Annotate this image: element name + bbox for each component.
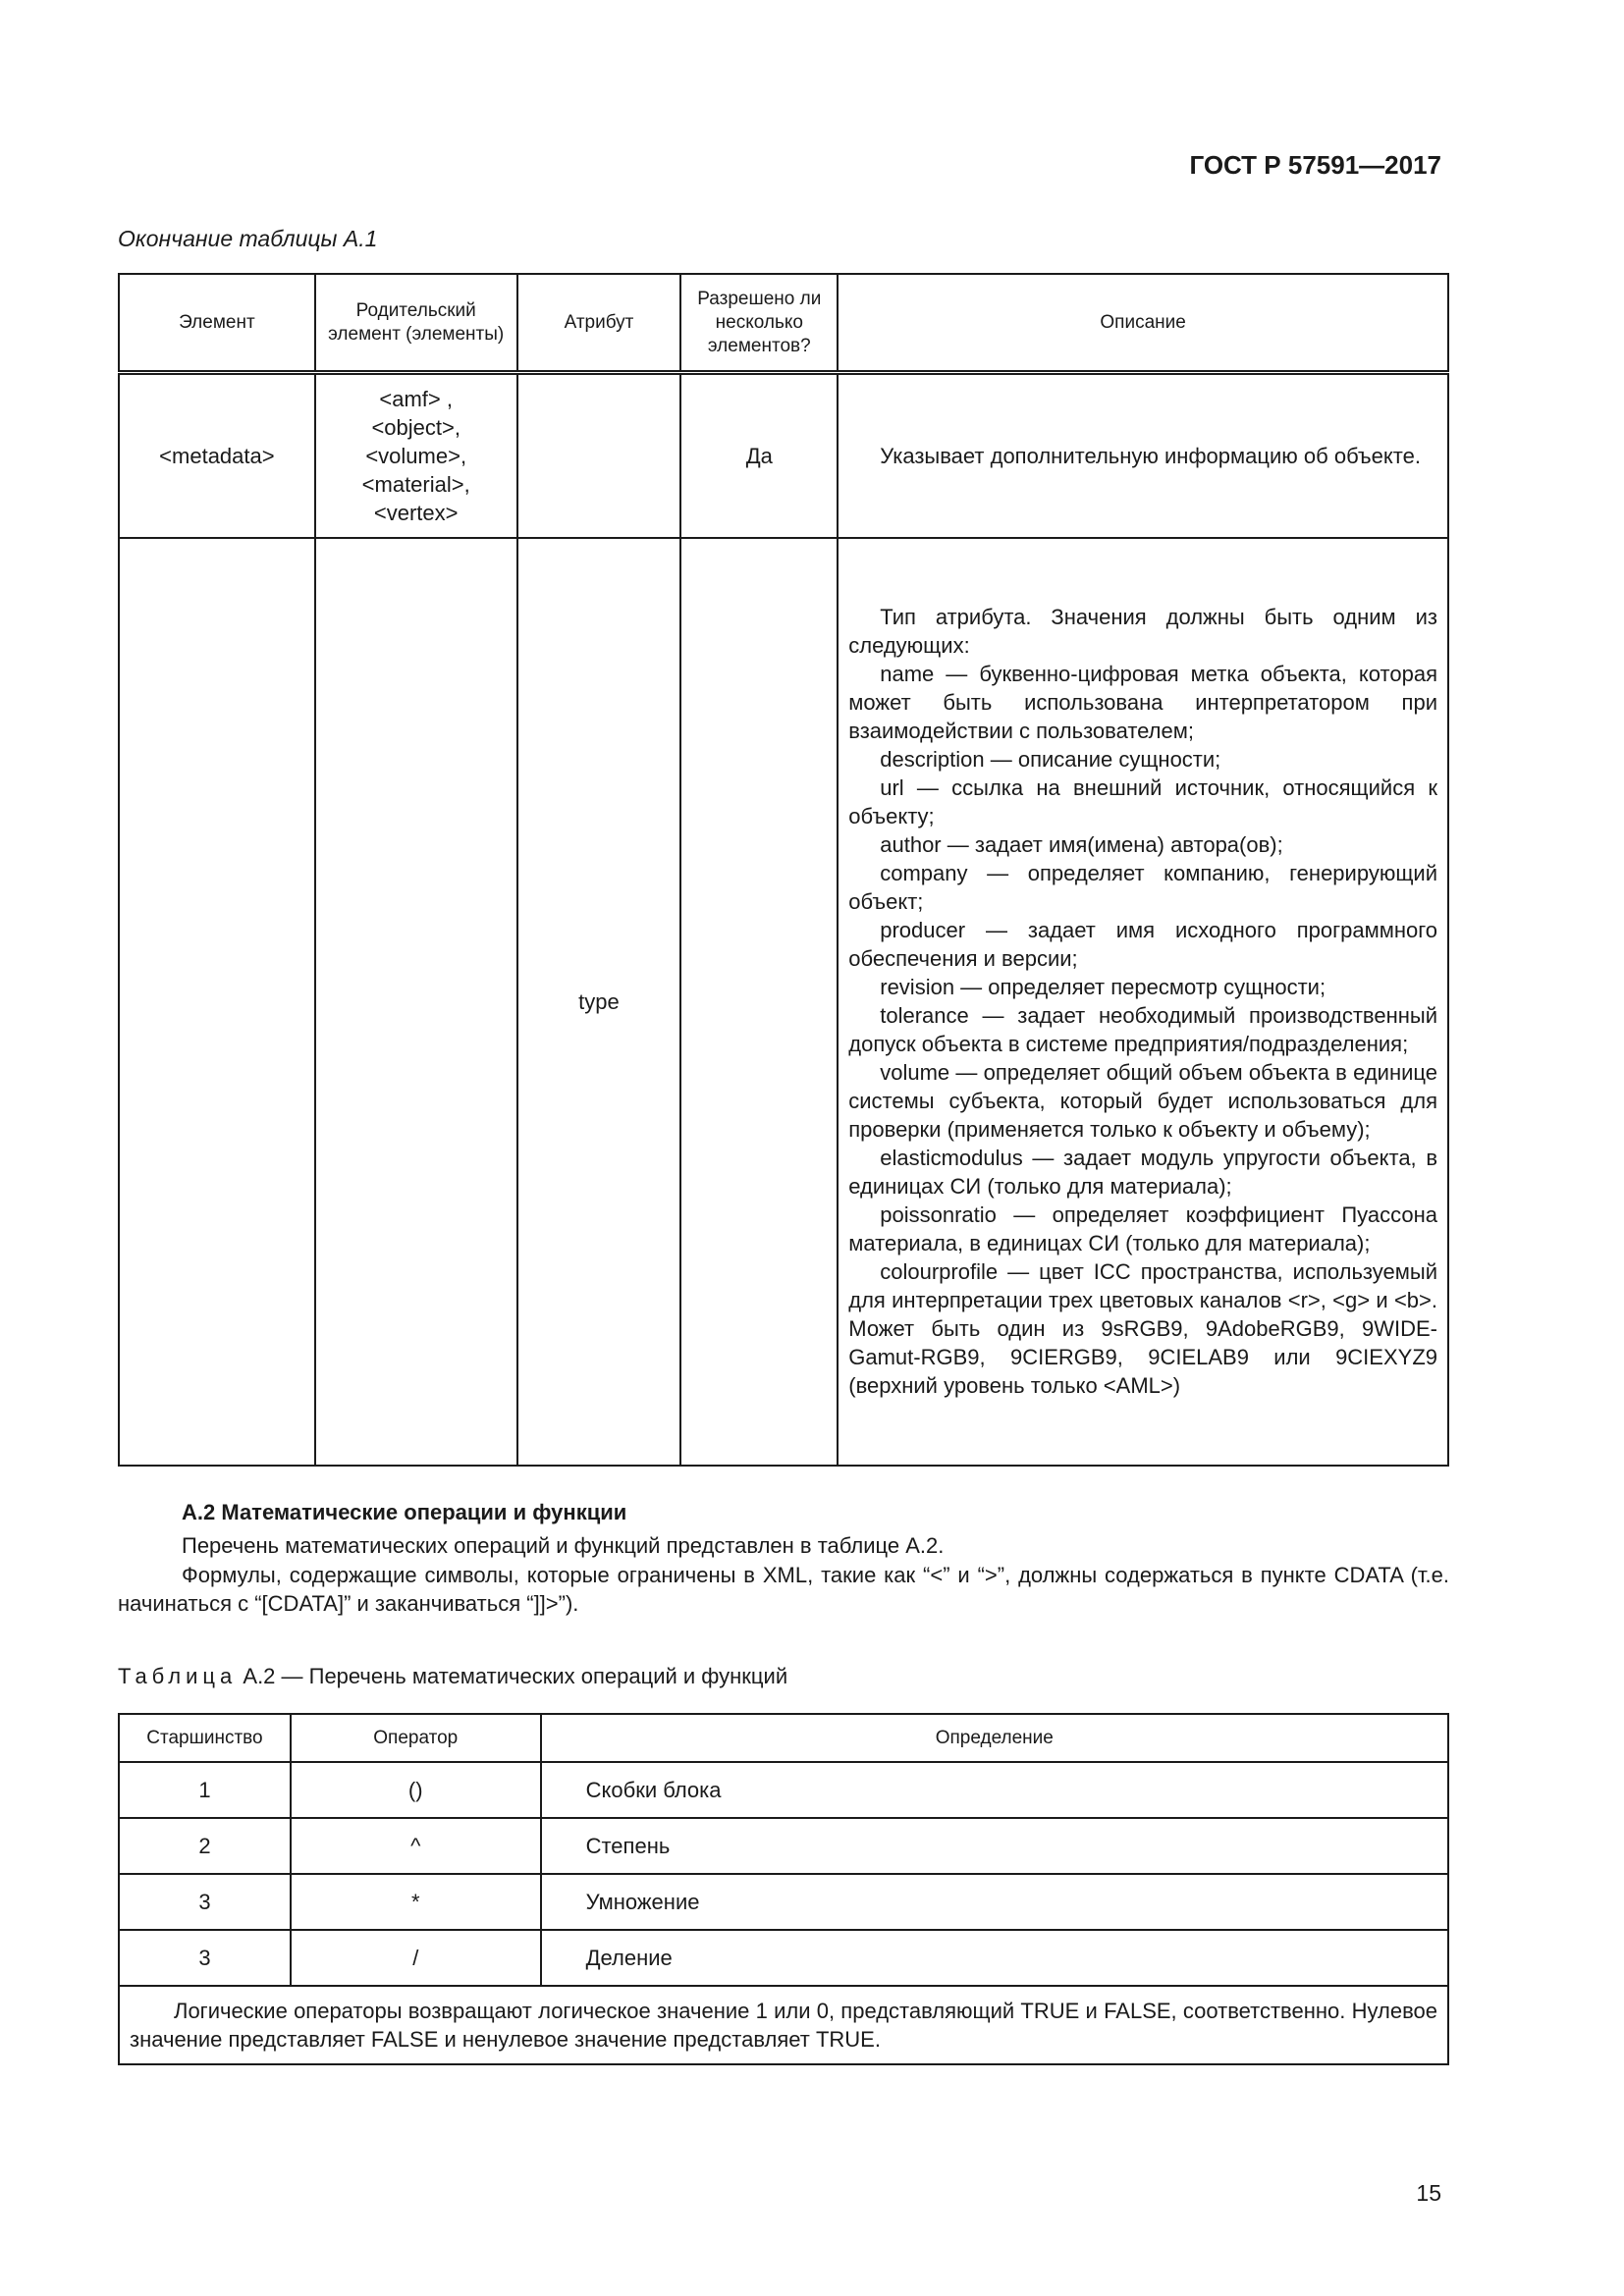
table-caption-prefix: Таблица: [118, 1664, 238, 1688]
cell-parents: [315, 373, 517, 538]
table-row: [119, 1930, 1448, 1986]
cell-attribute: type: [517, 538, 681, 1466]
cell-multiple: Да: [680, 373, 838, 538]
table-a1-header-row: [119, 274, 1448, 373]
column-header-description: Описание: [838, 274, 1448, 373]
cell-element: <metadata>: [119, 373, 315, 538]
cell-precedence: 3: [119, 1930, 291, 1986]
cell-operator: *: [291, 1874, 541, 1930]
description-line: description — описание сущности;: [880, 747, 1221, 772]
table-row: [119, 1874, 1448, 1930]
cell-attribute: [517, 373, 681, 538]
cell-element: [119, 538, 315, 1466]
parent-item: <volume>,: [365, 443, 467, 468]
cell-operator: ^: [291, 1818, 541, 1874]
cell-definition: Скобки блока: [541, 1762, 1448, 1818]
cell-description: [838, 373, 1448, 538]
description-line: revision — определяет пересмотр сущности;: [880, 975, 1326, 999]
page-number: 15: [1416, 2180, 1441, 2206]
description-line: tolerance — задает необходимый производственный допуск объекта в системе предприятия/подразделения;: [848, 1003, 1437, 1056]
table-row: [119, 538, 1448, 1466]
table-caption-text: А.2 — Перечень математических операций и функций: [243, 1664, 788, 1688]
note-text: Логические операторы возвращают логическое значение 1 или 0, представляющий TRUE и FALSE, соответственно. Нулевое значение представляет FALSE и ненулевое значение представляет TRUE.: [130, 1999, 1437, 2052]
cell-multiple: [680, 538, 838, 1466]
column-header-precedence: Старшинство: [119, 1714, 291, 1762]
description-line: company — определяет компанию, генерирующий объект;: [848, 861, 1437, 914]
description-text: Указывает дополнительную информацию об объекте.: [880, 443, 1421, 468]
column-header-operator: Оператор: [291, 1714, 541, 1762]
column-header-attribute: Атрибут: [517, 274, 681, 373]
description-line: name — буквенно-цифровая метка объекта, которая может быть использована интерпретатором при взаимодействии с пользователем;: [848, 662, 1437, 743]
table-a2-header-row: [119, 1714, 1448, 1762]
cell-definition: Деление: [541, 1930, 1448, 1986]
description-line: volume — определяет общий объем объекта в единице системы субъекта, который будет использоваться для проверки (применяется только к объекту и объему);: [848, 1060, 1437, 1142]
cell-precedence: 2: [119, 1818, 291, 1874]
cell-parents: [315, 538, 517, 1466]
table-a1-caption: Окончание таблицы А.1: [118, 226, 378, 251]
column-header-multiple: Разрешено ли несколько элементов?: [680, 274, 838, 373]
column-header-parent: Родительский элемент (элементы): [315, 274, 517, 373]
section-a2-title: А.2 Математические операции и функции: [182, 1500, 627, 1524]
section-a2-paragraph-2: [118, 1561, 1449, 1618]
table-row: [119, 1818, 1448, 1874]
cell-precedence: 1: [119, 1762, 291, 1818]
cell-description: [838, 538, 1448, 1466]
parent-item: <amf> ,: [379, 386, 453, 411]
description-line: producer — задает имя исходного программного обеспечения и версии;: [848, 918, 1437, 971]
document-code: ГОСТ Р 57591—2017: [1189, 150, 1441, 180]
table-row: [119, 1762, 1448, 1818]
cell-operator: /: [291, 1930, 541, 1986]
cell-precedence: 3: [119, 1874, 291, 1930]
parent-item: <material>,: [361, 471, 470, 497]
cell-operator: (): [291, 1762, 541, 1818]
parent-item: <object>,: [371, 414, 460, 440]
description-line: author — задает имя(имена) автора(ов);: [880, 832, 1283, 857]
table-note-row: [119, 1986, 1448, 2064]
table-a2: [118, 1713, 1449, 2065]
column-header-definition: Определение: [541, 1714, 1448, 1762]
description-line: url — ссылка на внешний источник, относящийся к объекту;: [848, 775, 1437, 828]
description-line: colourprofile — цвет ICC пространства, используемый для интерпретации трех цветовых каналов <r>, <g> и <b>. Может быть один из 9sRGB9, 9AdobeRGB9, 9WIDE-Gamut-RGB9, 9CIERGB9, 9CIELAB9 или 9CIEXYZ9 (верхний уровень только <AML>): [848, 1259, 1437, 1398]
column-header-element: Элемент: [119, 274, 315, 373]
description-line: poissonratio — определяет коэффициент Пуассона материала, в единицах СИ (только для материала);: [848, 1202, 1437, 1255]
table-row: [119, 373, 1448, 538]
table-a1: [118, 273, 1449, 1467]
description-line: Тип атрибута. Значения должны быть одним из следующих:: [848, 605, 1437, 658]
paragraph-text: Перечень математических операций и функций представлен в таблице А.2.: [182, 1533, 945, 1558]
table-note: [119, 1986, 1448, 2064]
section-a2-paragraph-1: [118, 1531, 1449, 1560]
cell-definition: Умножение: [541, 1874, 1448, 1930]
description-line: elasticmodulus — задает модуль упругости объекта, в единицах СИ (только для материала);: [848, 1146, 1437, 1199]
cell-definition: Степень: [541, 1818, 1448, 1874]
table-a2-caption: [118, 1664, 787, 1689]
parent-item: <vertex>: [373, 500, 459, 525]
paragraph-text: Формулы, содержащие символы, которые ограничены в XML, такие как “<” и “>”, должны содержаться в пункте CDATA (т.е. начинаться с “[CDATA]” и заканчиваться “]]>”).: [118, 1563, 1449, 1616]
